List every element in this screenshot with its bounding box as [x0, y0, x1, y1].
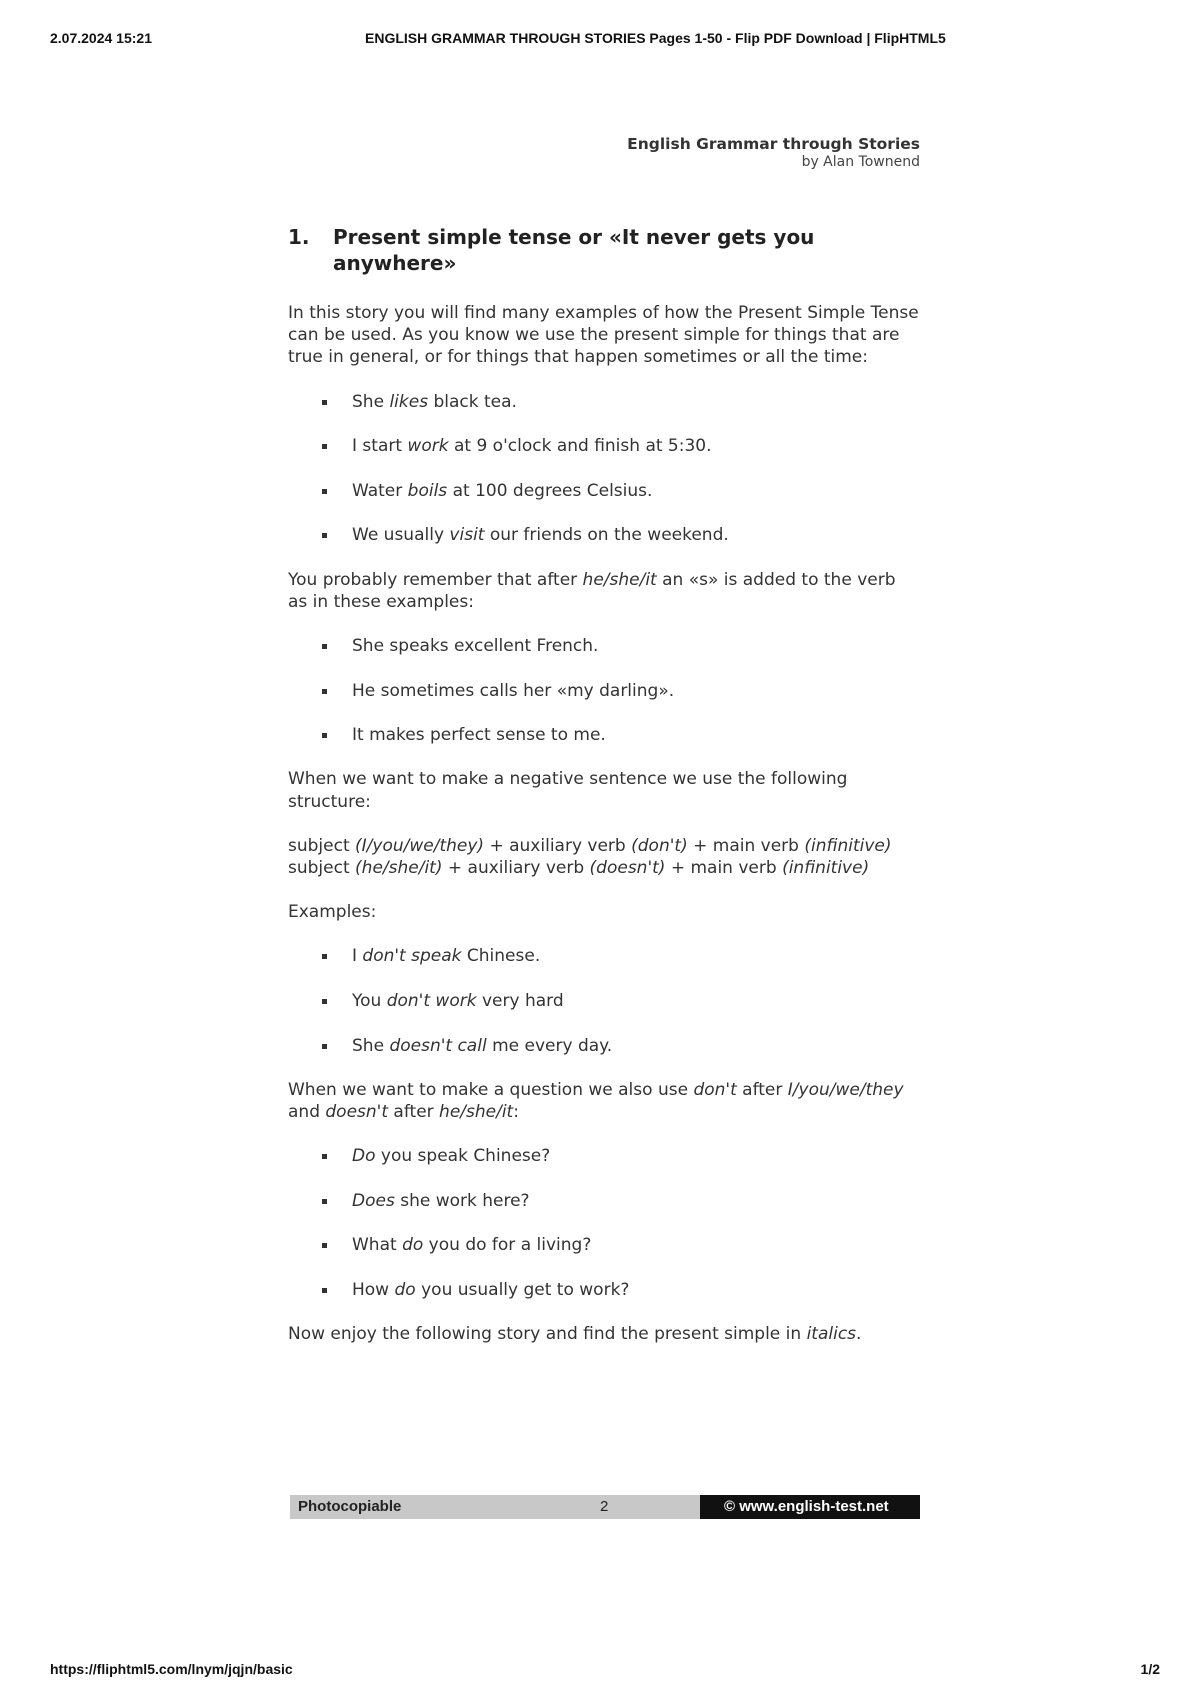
chapter-title: Present simple tense or «It never gets you anywhere»	[333, 225, 815, 275]
list-item: It makes perfect sense to me.	[288, 724, 920, 746]
bullet-icon	[322, 1199, 327, 1204]
s-rule-paragraph: You probably remember that after he/she/it an «s» is added to the verb as in these examples:	[288, 569, 896, 612]
closing-paragraph: Now enjoy the following story and find the present simple in italics.	[288, 1324, 862, 1345]
list-item: She likes black tea.	[288, 391, 920, 413]
list-item: Do you speak Chinese?	[288, 1145, 920, 1167]
bullet-icon	[322, 1154, 327, 1159]
example-list-general	[288, 391, 920, 547]
list-item: What do you do for a living?	[288, 1234, 920, 1256]
negative-structure	[288, 835, 920, 879]
bullet-icon	[322, 533, 327, 538]
list-item: She doesn't call me every day.	[288, 1035, 920, 1057]
footer-bar-left	[290, 1495, 700, 1519]
list-item: We usually visit our friends on the weekend.	[288, 524, 920, 546]
bullet-icon	[322, 444, 327, 449]
print-url: https://fliphtml5.com/lnym/jqjn/basic	[50, 1661, 293, 1677]
example-list-third-person	[288, 635, 920, 746]
examples-label: Examples:	[288, 902, 377, 923]
question-rule-paragraph: When we want to make a question we also use don't after I/you/we/they and doesn't after he/she/it:	[288, 1079, 904, 1122]
formula-plural: subject (I/you/we/they) + auxiliary verb (don't) + main verb (infinitive)	[288, 835, 892, 856]
footer-bar-right	[700, 1495, 920, 1519]
print-datetime: 2.07.2024 15:21	[50, 30, 152, 46]
bullet-icon	[322, 999, 327, 1004]
copyright-site: © www.english-test.net	[724, 1498, 889, 1515]
bullet-icon	[322, 954, 327, 959]
bullet-icon	[322, 644, 327, 649]
bullet-icon	[322, 1288, 327, 1293]
chapter-heading	[288, 224, 848, 276]
page-number: 2	[600, 1498, 609, 1515]
print-page-title: ENGLISH GRAMMAR THROUGH STORIES Pages 1-50 - Flip PDF Download | FlipHTML5	[365, 30, 946, 46]
example-list-negative	[288, 945, 920, 1056]
book-title: English Grammar through Stories	[627, 135, 920, 153]
list-item: How do you usually get to work?	[288, 1279, 920, 1301]
list-item: I start work at 9 o'clock and finish at 5:30.	[288, 435, 920, 457]
bullet-icon	[322, 489, 327, 494]
book-header	[627, 135, 920, 170]
bullet-icon	[322, 400, 327, 405]
book-author: by Alan Townend	[801, 154, 920, 170]
list-item: He sometimes calls her «my darling».	[288, 680, 920, 702]
print-header	[50, 30, 1160, 50]
bullet-icon	[322, 1243, 327, 1248]
intro-paragraph: In this story you will find many examples of how the Present Simple Tense can be used. As you know we use the present simple for things that are true in general, or for things that happen sometimes or all the time:	[288, 303, 919, 368]
list-item: I don't speak Chinese.	[288, 945, 920, 967]
list-item: She speaks excellent French.	[288, 635, 920, 657]
chapter-body	[288, 302, 920, 1367]
list-item: Water boils at 100 degrees Celsius.	[288, 480, 920, 502]
print-footer	[50, 1661, 1160, 1681]
photocopiable-label: Photocopiable	[298, 1498, 402, 1515]
formula-singular: subject (he/she/it) + auxiliary verb (doesn't) + main verb (infinitive)	[288, 858, 870, 878]
bullet-icon	[322, 1044, 327, 1049]
list-item: Does she work here?	[288, 1190, 920, 1212]
chapter-number: 1.	[288, 225, 310, 249]
print-page-count: 1/2	[1140, 1661, 1160, 1677]
negative-intro-paragraph: When we want to make a negative sentence we use the following structure:	[288, 769, 848, 812]
page-footer-bar	[290, 1495, 920, 1519]
bullet-icon	[322, 689, 327, 694]
example-list-questions	[288, 1145, 920, 1301]
list-item: You don't work very hard	[288, 990, 920, 1012]
bullet-icon	[322, 733, 327, 738]
